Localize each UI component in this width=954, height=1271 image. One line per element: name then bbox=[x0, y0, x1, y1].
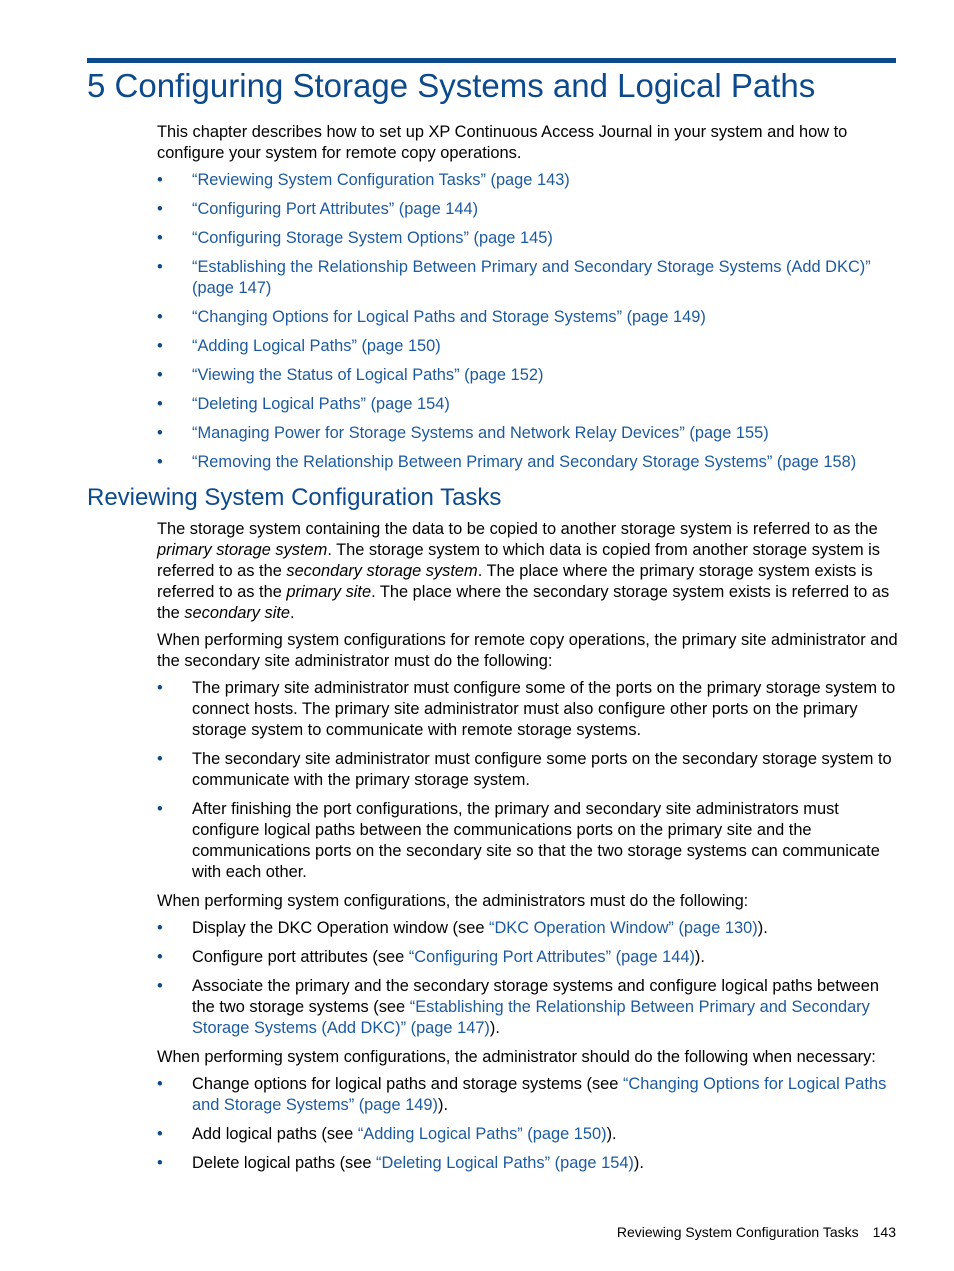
chapter-intro: This chapter describes how to set up XP Continuous Access Journal in your system and how to configure your system for remote copy operations. bbox=[157, 123, 848, 162]
bullet-icon: • bbox=[157, 395, 163, 413]
page-body bbox=[87, 122, 898, 1182]
page-footer bbox=[617, 1222, 896, 1242]
bullet-icon: • bbox=[157, 1154, 163, 1172]
toc-item[interactable]: • “Managing Power for Storage Systems and Network Relay Devices” (page 155) bbox=[157, 424, 769, 442]
section-paragraph: When performing system configurations for remote copy operations, the primary site administrator and the secondary site administrator must do the following: bbox=[157, 631, 898, 670]
cross-reference-link[interactable]: “DKC Operation Window” (page 130) bbox=[488, 919, 758, 937]
bullet-icon: • bbox=[157, 258, 163, 276]
section-paragraph: When performing system configurations, the administrators must do the following: bbox=[157, 892, 749, 910]
toc-item[interactable]: • “Changing Options for Logical Paths and Storage Systems” (page 149) bbox=[157, 308, 706, 326]
list-item: • Delete logical paths (see “Deleting Logical Paths” (page 154)). bbox=[157, 1154, 644, 1172]
toc-item[interactable]: • “Viewing the Status of Logical Paths” (page 152) bbox=[157, 366, 544, 384]
bullet-icon: • bbox=[157, 337, 163, 355]
cross-reference-link[interactable]: “Establishing the Relationship Between Primary and Secondary Storage Systems (Add DKC)” (page 147) bbox=[192, 998, 870, 1037]
toc-item[interactable]: • “Establishing the Relationship Between Primary and Secondary Storage Systems (Add DKC)” (page 147) bbox=[157, 258, 871, 297]
bullet-icon: • bbox=[157, 308, 163, 326]
cross-reference-link[interactable]: “Configuring Port Attributes” (page 144) bbox=[408, 948, 695, 966]
bullet-icon: • bbox=[157, 200, 163, 218]
list-item: • Display the DKC Operation window (see “DKC Operation Window” (page 130)). bbox=[157, 919, 768, 937]
bullet-icon: • bbox=[157, 366, 163, 384]
list-item: • The primary site administrator must configure some of the ports on the primary storage system to connect hosts. The primary site administrator must also configure other ports on the primary storage system to communicate with remote storage systems. bbox=[157, 679, 896, 739]
chapter-toc bbox=[157, 170, 898, 473]
section-title: Reviewing System Configuration Tasks bbox=[87, 484, 502, 511]
bullet-icon: • bbox=[157, 1075, 163, 1093]
bullet-icon: • bbox=[157, 919, 163, 937]
list-item: • The secondary site administrator must configure some ports on the secondary storage system to communicate with the primary storage system. bbox=[157, 750, 892, 789]
bullet-icon: • bbox=[157, 229, 163, 247]
list-item: • Change options for logical paths and storage systems (see “Changing Options for Logical Paths and Storage Systems” (page 149)). bbox=[157, 1075, 887, 1114]
toc-item[interactable]: • “Configuring Storage System Options” (page 145) bbox=[157, 229, 553, 247]
cross-reference-link[interactable]: “Deleting Logical Paths” (page 154) bbox=[376, 1154, 634, 1172]
cross-reference-link[interactable]: “Adding Logical Paths” (page 150) bbox=[357, 1125, 607, 1143]
toc-item[interactable]: • “Configuring Port Attributes” (page 144) bbox=[157, 200, 479, 218]
bullet-icon: • bbox=[157, 948, 163, 966]
cross-reference-link[interactable]: “Changing Options for Logical Paths and Storage Systems” (page 149) bbox=[192, 1075, 887, 1114]
bullet-icon: • bbox=[157, 977, 163, 995]
list-item: • Associate the primary and the secondary storage systems and configure logical paths between the two storage systems (see “Establishing the Relationship Between Primary and Secondary Storage Systems (Add DKC)” (page 147)). bbox=[157, 977, 879, 1037]
toc-item[interactable]: • “Deleting Logical Paths” (page 154) bbox=[157, 395, 450, 413]
required-tasks-list bbox=[157, 918, 898, 1039]
footer-title: Reviewing System Configuration Tasks bbox=[616, 1224, 859, 1240]
bullet-icon: • bbox=[157, 171, 163, 189]
list-item: • After finishing the port configurations, the primary and secondary site administrators must configure logical paths between the communications ports on the primary site and the communications ports on the secondary site so that the two storage systems can communicate with each other. bbox=[157, 800, 880, 881]
toc-item[interactable]: • “Removing the Relationship Between Primary and Secondary Storage Systems” (page 158) bbox=[157, 453, 857, 471]
bullet-icon: • bbox=[157, 424, 163, 442]
section-paragraph: The storage system containing the data to be copied to another storage system is referred to as the primary storage system. The storage system to which data is copied from another storage system is referred to as the secondary storage system. The place where the primary storage system exists is referred to as the primary site. The place where the secondary storage system exists is referred to as the secondary site. bbox=[157, 520, 890, 622]
toc-item[interactable]: • “Reviewing System Configuration Tasks” (page 143) bbox=[157, 171, 570, 189]
section-paragraph: When performing system configurations, the administrator should do the following when necessary: bbox=[157, 1048, 876, 1066]
bullet-icon: • bbox=[157, 679, 163, 697]
bullet-icon: • bbox=[157, 750, 163, 768]
bullet-icon: • bbox=[157, 800, 163, 818]
optional-tasks-list bbox=[157, 1074, 898, 1174]
page-number: 143 bbox=[872, 1224, 896, 1240]
bullet-icon: • bbox=[157, 1125, 163, 1143]
chapter-rule bbox=[87, 58, 896, 63]
toc-item[interactable]: • “Adding Logical Paths” (page 150) bbox=[157, 337, 441, 355]
list-item: • Add logical paths (see “Adding Logical Paths” (page 150)). bbox=[157, 1125, 617, 1143]
admin-tasks-list bbox=[157, 678, 898, 883]
list-item: • Configure port attributes (see “Configuring Port Attributes” (page 144)). bbox=[157, 948, 705, 966]
chapter-title: 5 Configuring Storage Systems and Logical Paths bbox=[87, 67, 816, 104]
bullet-icon: • bbox=[157, 453, 163, 471]
